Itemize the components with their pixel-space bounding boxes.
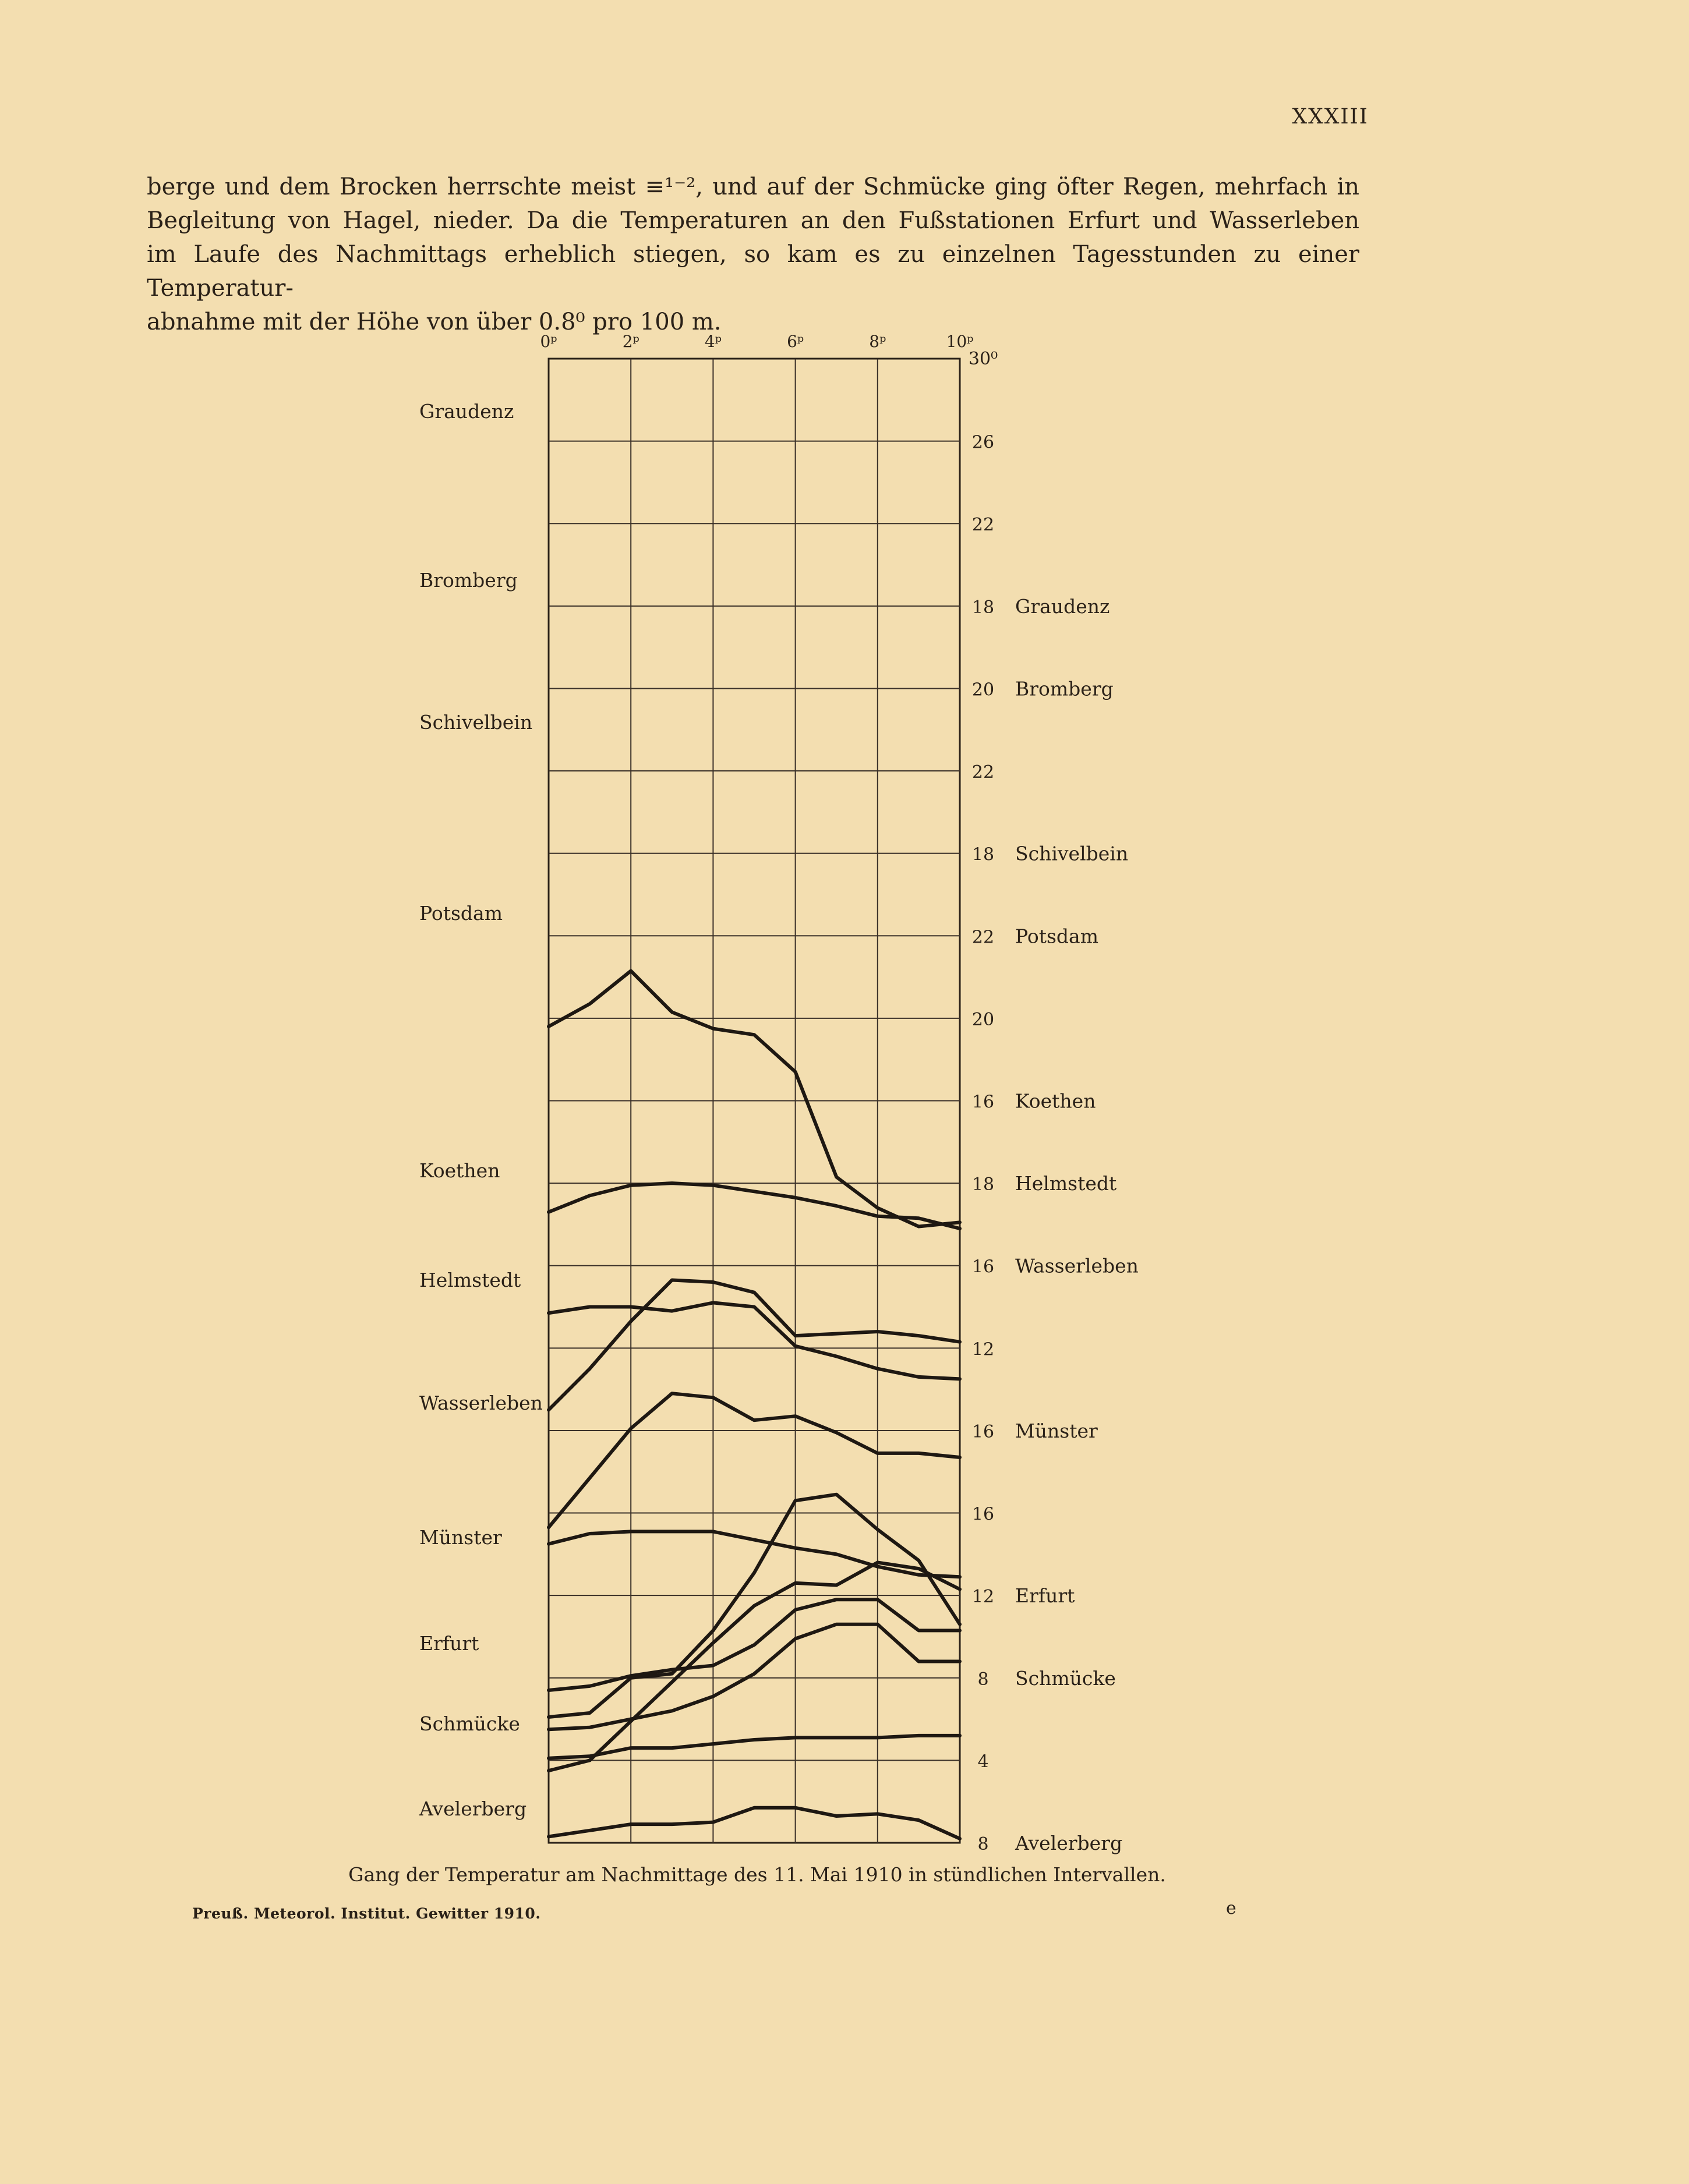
right-station-label: Schmücke <box>1015 1666 1116 1690</box>
series-line <box>549 1280 960 1410</box>
left-station-label: Wasserleben <box>419 1392 543 1414</box>
series-line <box>549 1183 960 1229</box>
left-station-label: Koethen <box>419 1159 500 1182</box>
right-scale-value: 16 <box>971 1256 995 1277</box>
right-station-label: Graudenz <box>1015 594 1110 618</box>
right-scale-value: 20 <box>971 1009 995 1030</box>
right-scale-labels <box>969 349 1139 1854</box>
right-station-label: Schivelbein <box>1015 842 1129 865</box>
paragraph-line-4: abnahme mit der Höhe von über 0.8⁰ pro 100 m. <box>147 309 722 335</box>
x-tick-label: 4ᵖ <box>704 332 722 351</box>
right-station-label: Wasserleben <box>1015 1254 1139 1277</box>
series-line <box>549 971 960 1227</box>
right-scale-value: 20 <box>971 679 995 700</box>
right-scale-value: 8 <box>977 1669 989 1690</box>
paragraph-line-2: Begleitung von Hagel, nieder. Da die Temperaturen an den Fußstationen Erfurt und Wasserleben <box>147 207 1359 234</box>
left-station-labels <box>419 400 543 1820</box>
right-scale-value: 16 <box>971 1504 995 1525</box>
left-station-label: Potsdam <box>419 902 503 925</box>
left-station-label: Erfurt <box>419 1632 479 1655</box>
right-station-label: Erfurt <box>1015 1584 1075 1608</box>
right-scale-value: 18 <box>971 597 995 618</box>
chart-grid <box>549 359 960 1843</box>
x-tick-label: 8ᵖ <box>869 332 886 351</box>
publisher-footer: Preuß. Meteorol. Institut. Gewitter 1910. <box>192 1905 541 1922</box>
right-station-label: Münster <box>1015 1419 1098 1442</box>
right-station-label: Koethen <box>1015 1089 1096 1113</box>
left-station-label: Avelerberg <box>419 1797 527 1820</box>
page-number: XXXIII <box>1292 105 1369 129</box>
x-tick-labels <box>540 332 973 351</box>
right-station-label: Avelerberg <box>1015 1832 1123 1854</box>
left-station-label: Helmstedt <box>419 1269 521 1291</box>
right-scale-value: 4 <box>977 1751 989 1772</box>
right-station-label: Bromberg <box>1015 677 1114 700</box>
right-scale-value: 12 <box>971 1587 995 1608</box>
paragraph-line-3: im Laufe des Nachmittags erheblich stiegen, so kam es zu einzelnen Tagesstunden zu einer Temperatur- <box>147 241 1359 302</box>
right-scale-value: 16 <box>971 1092 995 1113</box>
x-tick-label: 2ᵖ <box>622 332 639 351</box>
right-scale-value: 18 <box>971 1174 995 1195</box>
x-tick-label: 6ᵖ <box>787 332 804 351</box>
x-tick-label: 0ᵖ <box>540 332 557 351</box>
series-line <box>549 1302 960 1379</box>
right-scale-value: 22 <box>971 762 995 783</box>
x-tick-label: 10ᵖ <box>946 332 974 351</box>
figure-caption: Gang der Temperatur am Nachmittage des 11. Mai 1910 in stündlichen Intervallen. <box>348 1863 1166 1886</box>
left-station-label: Bromberg <box>419 569 518 592</box>
paragraph-line-1: berge und dem Brocken herrschte meist ≡¹⁻², und auf der Schmücke ging öfter Regen, mehrfach in <box>147 174 1359 200</box>
right-scale-value: 18 <box>971 844 995 865</box>
right-scale-value: 26 <box>971 432 995 453</box>
right-scale-value: 22 <box>971 927 995 948</box>
left-station-label: Graudenz <box>419 400 514 423</box>
left-station-label: Münster <box>419 1526 502 1549</box>
series-line <box>549 1808 960 1839</box>
right-station-label: Potsdam <box>1015 925 1099 948</box>
right-station-label: Helmstedt <box>1015 1172 1117 1195</box>
series-line <box>549 1624 960 1730</box>
left-station-label: Schivelbein <box>419 711 533 734</box>
right-scale-value: 30⁰ <box>968 349 998 369</box>
right-scale-value: 8 <box>977 1834 989 1854</box>
right-scale-value: 22 <box>971 515 995 536</box>
right-scale-value: 16 <box>971 1421 995 1442</box>
left-station-label: Schmücke <box>419 1712 520 1735</box>
series-line <box>549 1393 960 1527</box>
right-scale-value: 12 <box>971 1339 995 1360</box>
signature-mark: e <box>1226 1898 1236 1918</box>
